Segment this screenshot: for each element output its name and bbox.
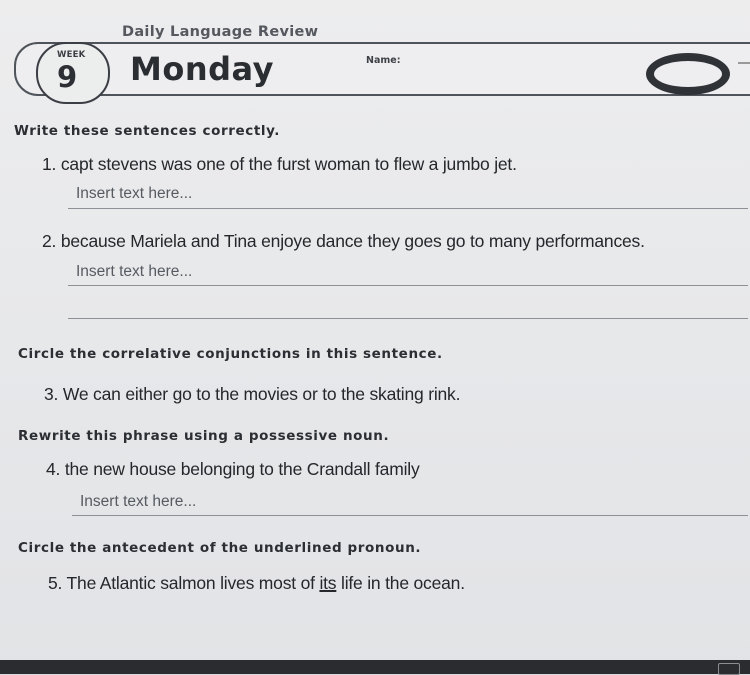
instruction-antecedent: Circle the antecedent of the underlined pronoun. <box>18 540 422 556</box>
header-bar <box>14 42 750 96</box>
name-label: Name: <box>366 55 401 66</box>
question-5-start: 5. The Atlantic salmon lives most of <box>48 573 320 593</box>
day-title: Monday <box>130 50 274 88</box>
underlined-pronoun: its <box>319 573 337 593</box>
answer-4-line <box>72 515 748 516</box>
question-5-end: life in the ocean. <box>336 573 465 593</box>
question-3: 3. We can either go to the movies or to the skating rink. <box>44 384 461 404</box>
instruction-write-correctly: Write these sentences correctly. <box>14 123 280 139</box>
question-4: 4. the new house belonging to the Crandall family <box>46 459 420 479</box>
answer-2-line <box>68 285 748 286</box>
week-label: WEEK <box>57 50 86 60</box>
answer-1-input[interactable] <box>76 182 716 206</box>
answer-2-input[interactable] <box>76 260 716 284</box>
question-5 <box>48 573 465 594</box>
answer-4-input[interactable] <box>80 490 720 514</box>
oval-icon <box>646 53 730 95</box>
question-1: 1. capt stevens was one of the furst woman to flew a jumbo jet. <box>42 154 517 174</box>
series-title: Daily Language Review <box>122 24 319 40</box>
corner-icon <box>718 663 740 675</box>
answer-2-line-2 <box>68 318 748 319</box>
bottom-edge <box>0 660 750 674</box>
week-number: 9 <box>57 60 78 94</box>
edge-mark <box>738 62 750 64</box>
question-2: 2. because Mariela and Tina enjoye dance they goes go to many performances. <box>42 231 645 251</box>
instruction-possessive: Rewrite this phrase using a possessive noun. <box>18 428 390 444</box>
instruction-correlative: Circle the correlative conjunctions in this sentence. <box>18 346 443 362</box>
answer-1-line <box>68 208 748 209</box>
